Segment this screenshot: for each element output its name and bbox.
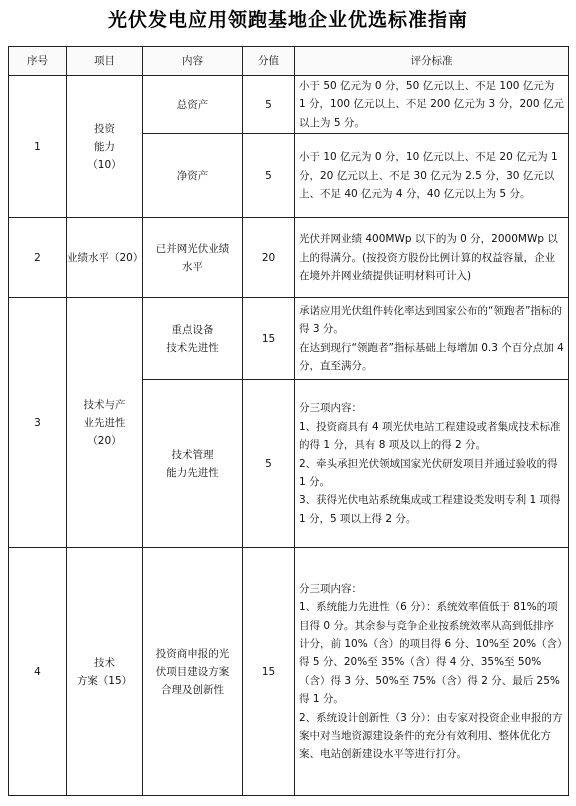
row-score: 5 xyxy=(243,76,295,134)
row-number: 3 xyxy=(9,298,67,548)
row-content: 重点设备 技术先进性 xyxy=(143,298,243,380)
row-item: 业绩水平（20） xyxy=(67,218,143,298)
header-score: 分值 xyxy=(243,47,295,76)
row-content: 技术管理 能力先进性 xyxy=(143,380,243,548)
row-criteria: 承诺应用光伏组件转化率达到国家公布的“领跑者”指标的得 3 分。 在达到现行“领跑者”指标基础上每增加 0.3 个百分点加 4 分，直至满分。 xyxy=(295,298,569,380)
row-number: 1 xyxy=(9,76,67,218)
row-content: 净资产 xyxy=(143,134,243,218)
row-score: 5 xyxy=(243,380,295,548)
header-content: 内容 xyxy=(143,47,243,76)
table-row xyxy=(9,76,569,134)
row-number: 4 xyxy=(9,548,67,796)
row-score: 15 xyxy=(243,548,295,796)
table-row xyxy=(9,218,569,298)
row-criteria: 小于 50 亿元为 0 分，50 亿元以上、不足 100 亿元为 1 分，100 亿元以上、不足 200 亿元为 3 分，200 亿元以上为 5 分。 xyxy=(295,76,569,134)
row-content: 投资商申报的光 伏项目建设方案 合理及创新性 xyxy=(143,548,243,796)
row-criteria: 分三项内容： 1、系统能力先进性（6 分）：系统效率值低于 81%的项目得 0 分。其余参与竞争企业按系统效率从高到低排序计分，前 10%（含）的项目得 6 分、10%至 20%（含）得 5 分、20%至 35%（含）得 4 分、35%至 50%（含）得 3 分、50%至 75%（含）得 2 分、最后 25%得 1 分。 2、系统设计创新性（3 分）：由专家对投资企业申报的方案中对当地资源建设条件的充分有效利用、整体优化方案、电站创新建设水平等进行打分。 xyxy=(295,548,569,796)
header-criteria: 评分标准 xyxy=(295,47,569,76)
row-content: 总资产 xyxy=(143,76,243,134)
row-score: 20 xyxy=(243,218,295,298)
row-item: 技术 方案（15） xyxy=(67,548,143,796)
criteria-table xyxy=(8,46,569,796)
row-content: 已并网光伏业绩 水平 xyxy=(143,218,243,298)
row-number: 2 xyxy=(9,218,67,298)
row-criteria: 分三项内容： 1、投资商具有 4 项光伏电站工程建设或者集成技术标准的得 1 分，具有 8 项及以上的得 2 分。 2、牵头承担光伏领域国家光伏研发项目并通过验收的得 1 分。 3、获得光伏电站系统集成或工程建设类发明专利 1 项得 1 分，5 项以上得 2 分。 xyxy=(295,380,569,548)
table-row xyxy=(9,548,569,796)
row-score: 5 xyxy=(243,134,295,218)
row-item: 技术与产 业先进性 （20） xyxy=(67,298,143,548)
header-item: 项目 xyxy=(67,47,143,76)
row-item: 投资 能力 （10） xyxy=(67,76,143,218)
row-criteria: 光伏并网业绩 400MWp 以下的为 0 分，2000MWp 以上的得满分。(按投资方股份比例计算的权益容量，企业在境外并网业绩提供证明材料可计入) xyxy=(295,218,569,298)
page-title: 光伏发电应用领跑基地企业优选标准指南 xyxy=(107,9,468,31)
table-header-row xyxy=(9,47,569,76)
row-score: 15 xyxy=(243,298,295,380)
header-no: 序号 xyxy=(9,47,67,76)
row-criteria: 小于 10 亿元为 0 分，10 亿元以上、不足 20 亿元为 1 分，20 亿元以上、不足 30 亿元为 2.5 分，30 亿元以上、不足 40 亿元为 4 分，40 亿元以上为 5 分。 xyxy=(295,134,569,218)
table-row xyxy=(9,298,569,380)
